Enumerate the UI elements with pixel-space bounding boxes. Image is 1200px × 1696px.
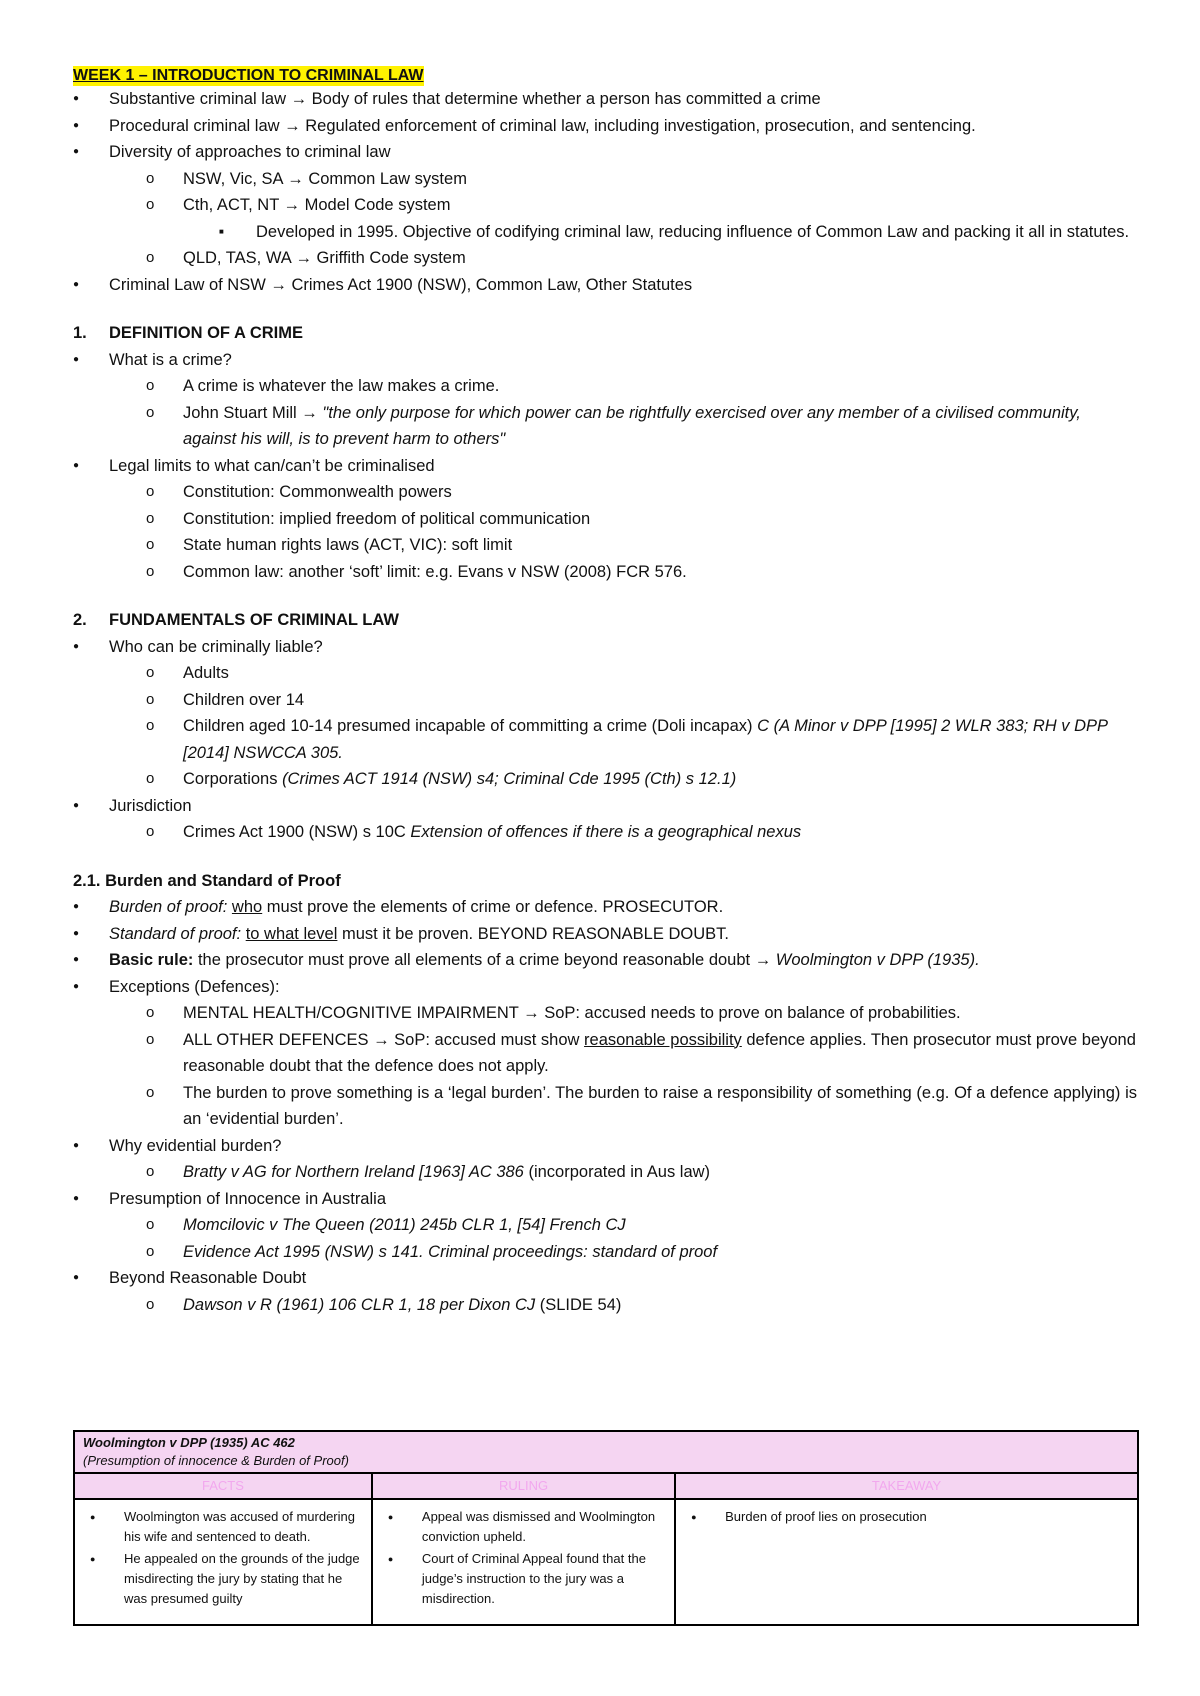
item-text: Corporations xyxy=(183,770,283,788)
item-text: must it be proven. BEYOND REASONABLE DOUBT. xyxy=(337,924,729,943)
list-item: ● What is a crime? xyxy=(73,347,1137,374)
section-2-1-list xyxy=(73,894,1137,1318)
list-item xyxy=(73,400,1137,453)
section-1-list xyxy=(73,347,1137,586)
case-citation: Bratty v AG for Northern Ireland [1963] AC 386 xyxy=(183,1163,524,1181)
underlined-text: reasonable possibility xyxy=(584,1030,742,1049)
term: Basic rule: xyxy=(109,951,194,969)
list-item: o The burden to prove something is a ‘legal burden’. The burden to raise a responsibility of something (e.g. Of a defence applying) is an ‘evidential burden’. xyxy=(73,1080,1137,1133)
list-item: o MENTAL HEALTH/COGNITIVE IMPAIRMENT → SoP: accused needs to prove on balance of probabilities. xyxy=(73,1000,1137,1027)
case-citation: Woolmington v DPP (1935). xyxy=(775,951,980,969)
section-heading xyxy=(73,607,1137,634)
section-number: 2. xyxy=(73,611,87,629)
term: Standard of proof: xyxy=(109,924,246,943)
underlined-text: who xyxy=(231,898,263,916)
list-item: ● Exceptions (Defences): xyxy=(73,974,1137,1001)
item-text: defence applies. Then prosecutor must prove beyond reasonable doubt that the defence does not apply. xyxy=(183,1030,1136,1075)
list-item xyxy=(73,766,1137,793)
item-text: (incorporated in Aus law) xyxy=(523,1163,711,1181)
list-item: ● Woolmington was accused of murdering his wife and sentenced to death. xyxy=(88,1507,362,1547)
quote-text: "the only purpose for which power can be rightfully exercised over any member of a civilised community, against his will, is to prevent harm to others" xyxy=(183,403,1081,448)
list-item xyxy=(73,1239,1137,1266)
list-item: ● Court of Criminal Appeal found that the judge’s instruction to the jury was a misdirection. xyxy=(386,1549,665,1609)
intro-list xyxy=(73,86,1137,298)
case-citation: Dawson v R (1961) 106 CLR 1, 18 per Dixon CJ xyxy=(183,1295,536,1314)
list-item: ● Criminal Law of NSW → Crimes Act 1900 (NSW), Common Law, Other Statutes xyxy=(73,272,1137,299)
list-item: o Constitution: implied freedom of political communication xyxy=(73,506,1137,533)
list-item: ● Procedural criminal law → Regulated enforcement of criminal law, including investigation, prosecution, and sentencing. xyxy=(73,113,1137,140)
ruling-cell xyxy=(372,1499,675,1625)
list-item: ● Jurisdiction xyxy=(73,793,1137,820)
column-header-ruling: RULING xyxy=(372,1473,675,1499)
list-item: ● Beyond Reasonable Doubt xyxy=(73,1265,1137,1292)
facts-cell xyxy=(74,1499,372,1625)
list-item: o QLD, TAS, WA → Griffith Code system xyxy=(73,245,1137,272)
item-text: John Stuart Mill → xyxy=(183,403,323,422)
list-item xyxy=(73,894,1137,921)
list-item: ● Burden of proof lies on prosecution xyxy=(689,1507,1128,1527)
section-title: FUNDAMENTALS OF CRIMINAL LAW xyxy=(109,611,399,629)
term: Burden of proof: xyxy=(109,898,232,916)
list-item xyxy=(73,947,1137,974)
item-text: Children aged 10-14 presumed incapable of committing a crime (Doli incapax) xyxy=(183,717,758,735)
case-citation: Evidence Act 1995 (NSW) s 141. Criminal proceedings: standard of proof xyxy=(183,1242,718,1261)
list-item: o Constitution: Commonwealth powers xyxy=(73,479,1137,506)
list-item: o State human rights laws (ACT, VIC): soft limit xyxy=(73,532,1137,559)
case-subtitle: (Presumption of innocence & Burden of Proof) xyxy=(83,1453,349,1468)
list-item: ● Presumption of Innocence in Australia xyxy=(73,1186,1137,1213)
section-number: 1. xyxy=(73,324,87,342)
list-item: o Children over 14 xyxy=(73,687,1137,714)
item-text: Crimes Act 1900 (NSW) s 10C xyxy=(183,823,411,841)
column-header-takeaway: TAKEAWAY xyxy=(675,1473,1138,1499)
underlined-text: to what level xyxy=(245,924,338,943)
list-item: ■ Developed in 1995. Objective of codifying criminal law, reducing influence of Common Law and packing it all in statutes. xyxy=(73,219,1137,246)
case-citation: (Crimes ACT 1914 (NSW) s4; Criminal Cde 1995 (Cth) s 12.1) xyxy=(282,770,737,788)
list-item xyxy=(73,819,1137,846)
item-text: (SLIDE 54) xyxy=(535,1295,622,1314)
list-item: ● Substantive criminal law → Body of rules that determine whether a person has committed a crime xyxy=(73,86,1137,113)
list-item: ● Who can be criminally liable? xyxy=(73,634,1137,661)
list-item: o Cth, ACT, NT → Model Code system xyxy=(73,192,1137,219)
list-item xyxy=(73,921,1137,948)
takeaway-cell xyxy=(675,1499,1138,1625)
list-item xyxy=(73,1027,1137,1080)
list-item xyxy=(73,713,1137,766)
table-row xyxy=(74,1499,1138,1625)
list-item: o Common law: another ‘soft’ limit: e.g. Evans v NSW (2008) FCR 576. xyxy=(73,559,1137,586)
list-item xyxy=(73,1292,1137,1319)
list-item: o NSW, Vic, SA → Common Law system xyxy=(73,166,1137,193)
list-item: ● Legal limits to what can/can’t be criminalised xyxy=(73,453,1137,480)
list-item: o A crime is whatever the law makes a crime. xyxy=(73,373,1137,400)
case-title: Woolmington v DPP (1935) AC 462 xyxy=(83,1435,295,1450)
case-citation: C (A Minor v DPP [1995] 2 WLR 383; RH v DPP [2014] NSWCCA 305. xyxy=(183,717,1108,762)
section-heading xyxy=(73,320,1137,347)
section-title: DEFINITION OF A CRIME xyxy=(109,324,304,342)
case-summary-table xyxy=(73,1430,1139,1626)
table-title-row xyxy=(74,1431,1138,1473)
item-emphasis: Extension of offences if there is a geographical nexus xyxy=(410,823,802,841)
list-item: ● Why evidential burden? xyxy=(73,1133,1137,1160)
list-item: ● He appealed on the grounds of the judge misdirecting the jury by stating that he was presumed guilty xyxy=(88,1549,362,1609)
item-text: must prove the elements of crime or defence. PROSECUTOR. xyxy=(262,898,724,916)
list-item: ● Diversity of approaches to criminal law xyxy=(73,139,1137,166)
page-title: WEEK 1 – INTRODUCTION TO CRIMINAL LAW xyxy=(73,67,424,84)
list-item xyxy=(73,1159,1137,1186)
section-2-list xyxy=(73,634,1137,846)
case-title-cell xyxy=(74,1431,1138,1473)
list-item: ● Appeal was dismissed and Woolmington conviction upheld. xyxy=(386,1507,665,1547)
item-text: the prosecutor must prove all elements of a crime beyond reasonable doubt → xyxy=(193,951,776,969)
subsection-heading: 2.1. Burden and Standard of Proof xyxy=(73,871,341,890)
document-page xyxy=(73,66,1137,1318)
list-item: o Adults xyxy=(73,660,1137,687)
list-item xyxy=(73,1212,1137,1239)
table-header-row xyxy=(74,1473,1138,1499)
column-header-facts: FACTS xyxy=(74,1473,372,1499)
item-text: ALL OTHER DEFENCES → SoP: accused must show xyxy=(183,1030,585,1049)
case-citation: Momcilovic v The Queen (2011) 245b CLR 1, [54] French CJ xyxy=(183,1216,626,1234)
